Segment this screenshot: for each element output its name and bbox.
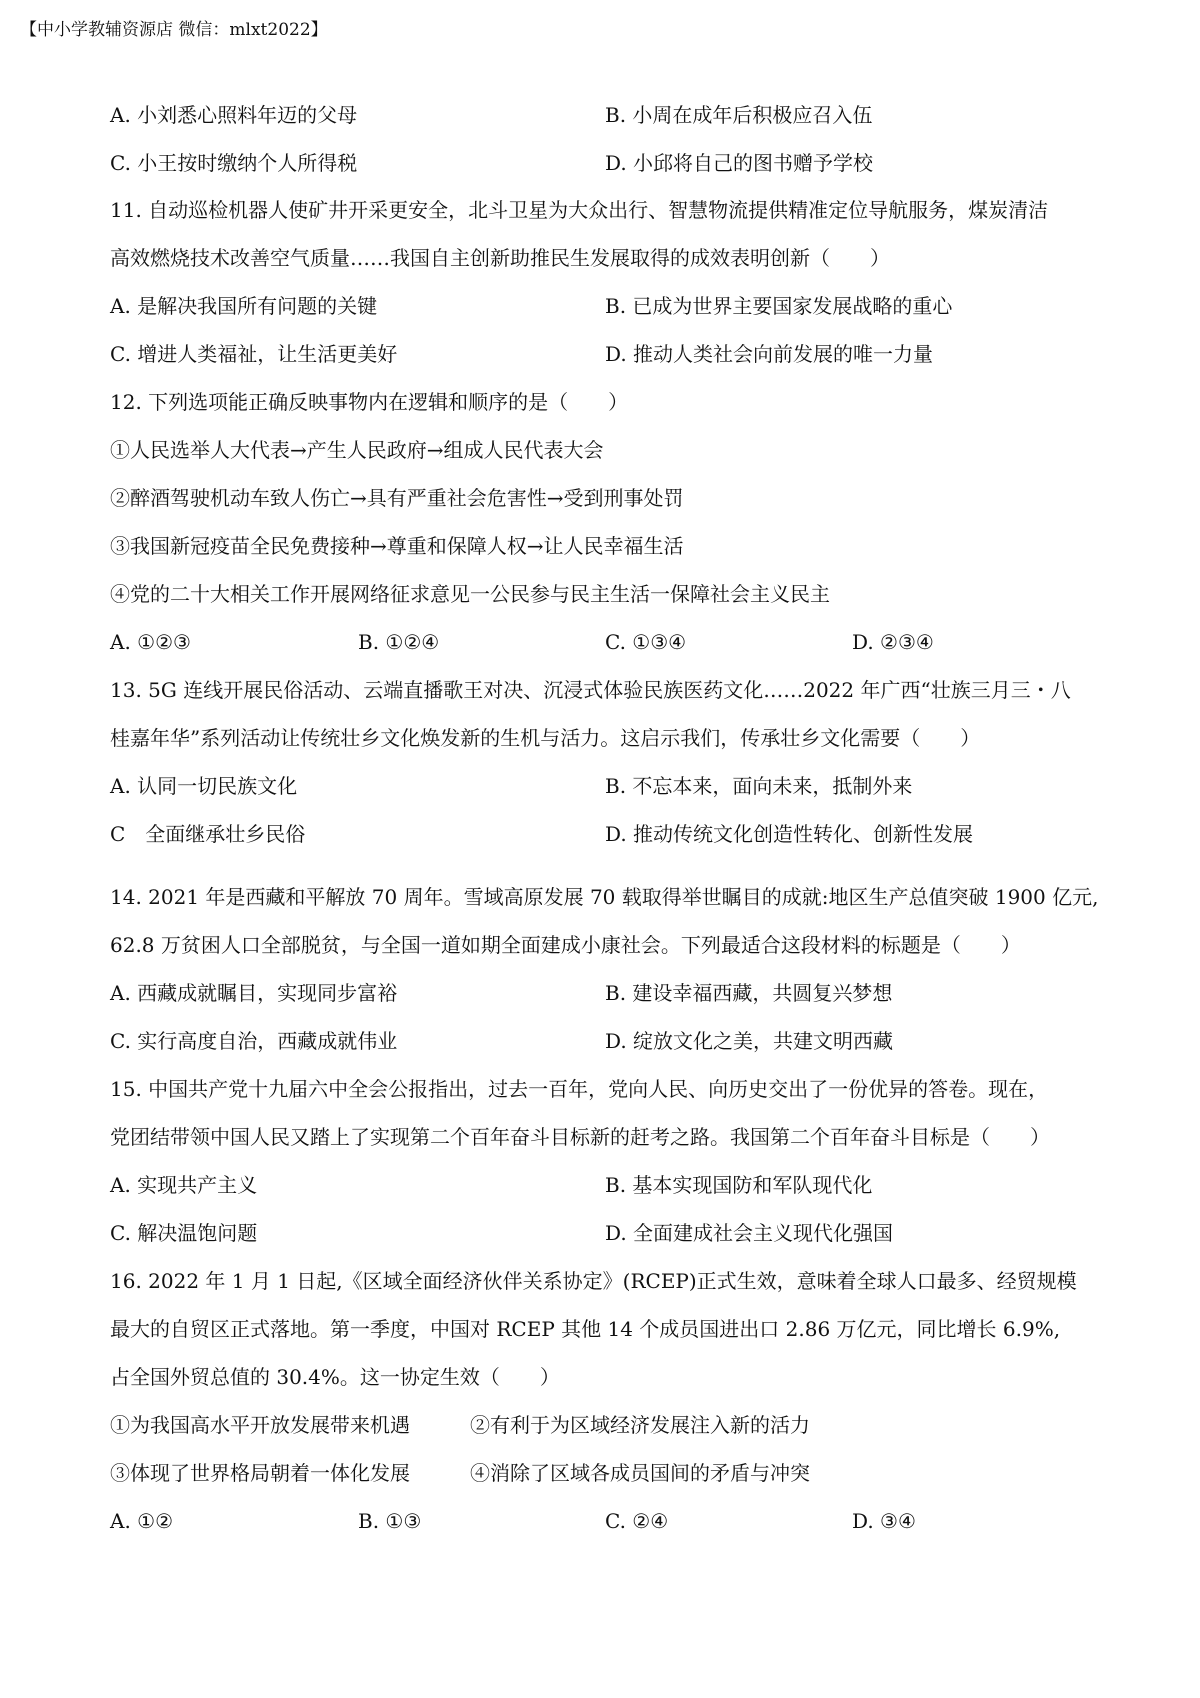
q12-item-3: ③我国新冠疫苗全民免费接种→尊重和保障人权→让人民幸福生活: [110, 534, 684, 558]
q11-option-a: A. 是解决我国所有问题的关键: [110, 294, 378, 318]
q13-option-d: D. 推动传统文化创造性转化、创新性发展: [605, 822, 974, 846]
q14-stem-line-2: 62.8 万贫困人口全部脱贫，与全国一道如期全面建成小康社会。下列最适合这段材料的标题是（ ）: [110, 933, 1021, 957]
q15-option-d: D. 全面建成社会主义现代化强国: [605, 1221, 894, 1245]
q11-stem-line-2: 高效燃烧技术改善空气质量……我国自主创新助推民生发展取得的成效表明创新（ ）: [110, 246, 890, 270]
q14-option-d: D. 绽放文化之美，共建文明西藏: [605, 1029, 894, 1053]
q11-option-d: D. 推动人类社会向前发展的唯一力量: [605, 342, 934, 366]
q12-item-1: ①人民选举人大代表→产生人民政府→组成人民代表大会: [110, 438, 604, 462]
q10-option-d: D. 小邱将自己的图书赠予学校: [605, 151, 874, 175]
q10-option-c: C. 小王按时缴纳个人所得税: [110, 151, 358, 175]
q16-stem-line-3: 占全国外贸总值的 30.4%。这一协定生效（ ）: [110, 1365, 560, 1389]
q16-item-3: ③体现了世界格局朝着一体化发展: [110, 1461, 410, 1485]
q15-stem-line-2: 党团结带领中国人民又踏上了实现第二个百年奋斗目标新的赶考之路。我国第二个百年奋斗目标是（ ）: [110, 1125, 1050, 1149]
q14-stem-line-1: 14. 2021 年是西藏和平解放 70 周年。雪域高原发展 70 载取得举世瞩目的成就:地区生产总值突破 1900 亿元,: [110, 885, 1099, 909]
page-header: 【中小学教辅资源店 微信：mlxt2022】: [20, 20, 328, 40]
q12-option-c: C. ①③④: [605, 630, 687, 654]
q16-option-b: B. ①③: [358, 1509, 422, 1533]
q11-stem-line-1: 11. 自动巡检机器人使矿井开采更安全，北斗卫星为大众出行、智慧物流提供精准定位导航服务，煤炭清洁: [110, 198, 1049, 222]
q13-option-a: A. 认同一切民族文化: [110, 774, 298, 798]
q11-option-b: B. 已成为世界主要国家发展战略的重心: [605, 294, 953, 318]
q13-stem-line-1: 13. 5G 连线开展民俗活动、云端直播歌王对决、沉浸式体验民族医药文化……2022 年广西“壮族三月三・八: [110, 678, 1071, 702]
q12-item-2: ②醉酒驾驶机动车致人伤亡→具有严重社会危害性→受到刑事处罚: [110, 486, 684, 510]
q10-option-b: B. 小周在成年后积极应召入伍: [605, 103, 873, 127]
q12-item-4: ④党的二十大相关工作开展网络征求意见一公民参与民主生活一保障社会主义民主: [110, 582, 830, 606]
q14-option-b: B. 建设幸福西藏，共圆复兴梦想: [605, 981, 893, 1005]
q15-option-c: C. 解决温饱问题: [110, 1221, 258, 1245]
q15-option-b: B. 基本实现国防和军队现代化: [605, 1173, 873, 1197]
q16-stem-line-1: 16. 2022 年 1 月 1 日起,《区域全面经济伙伴关系协定》(RCEP)正式生效，意味着全球人口最多、经贸规模: [110, 1269, 1077, 1293]
q10-option-a: A. 小刘悉心照料年迈的父母: [110, 103, 358, 127]
q13-stem-line-2: 桂嘉年华”系列活动让传统壮乡文化焕发新的生机与活力。这启示我们，传承壮乡文化需要（ ）: [110, 726, 981, 750]
q14-option-c: C. 实行高度自治，西藏成就伟业: [110, 1029, 398, 1053]
q13-option-c: C 全面继承壮乡民俗: [110, 822, 306, 846]
q16-option-a: A. ①②: [110, 1509, 174, 1533]
q14-option-a: A. 西藏成就瞩目，实现同步富裕: [110, 981, 398, 1005]
q16-option-c: C. ②④: [605, 1509, 669, 1533]
q16-stem-line-2: 最大的自贸区正式落地。第一季度，中国对 RCEP 其他 14 个成员国进出口 2.86 万亿元，同比增长 6.9%,: [110, 1317, 1061, 1341]
q11-option-c: C. 增进人类福祉，让生活更美好: [110, 342, 398, 366]
q12-option-d: D. ②③④: [852, 630, 934, 654]
q15-stem-line-1: 15. 中国共产党十九届六中全会公报指出，过去一百年，党向人民、向历史交出了一份优异的答卷。现在，: [110, 1077, 1049, 1101]
q16-item-4: ④消除了区域各成员国间的矛盾与冲突: [470, 1461, 810, 1485]
q16-item-1: ①为我国高水平开放发展带来机遇: [110, 1413, 410, 1437]
q16-option-d: D. ③④: [852, 1509, 916, 1533]
q13-option-b: B. 不忘本来，面向未来，抵制外来: [605, 774, 913, 798]
q16-item-2: ②有利于为区域经济发展注入新的活力: [470, 1413, 810, 1437]
q12-stem: 12. 下列选项能正确反映事物内在逻辑和顺序的是（ ）: [110, 390, 629, 414]
q12-option-a: A. ①②③: [110, 630, 191, 654]
q15-option-a: A. 实现共产主义: [110, 1173, 258, 1197]
q12-option-b: B. ①②④: [358, 630, 440, 654]
